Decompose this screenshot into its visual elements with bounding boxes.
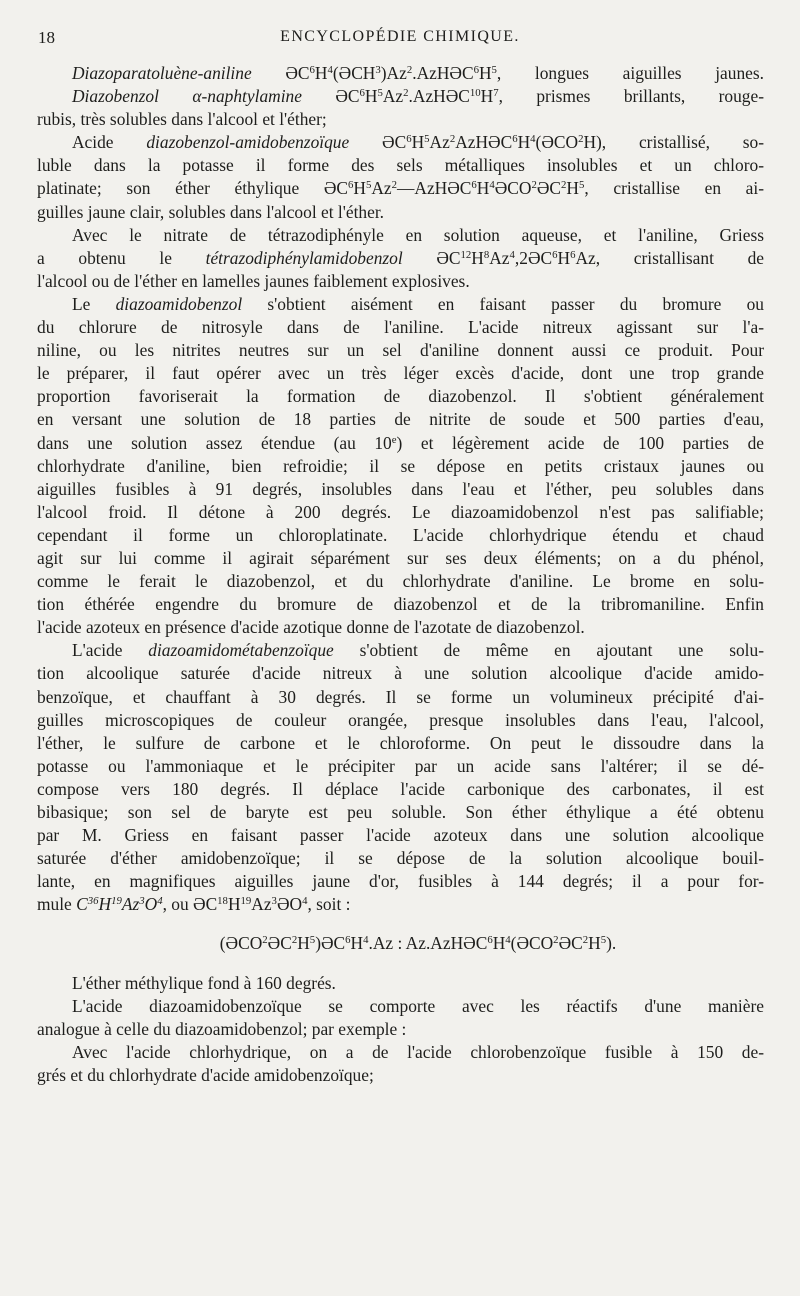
text-line: tion alcoolique saturée d'acide nitreux à une solution alcoolique d'acide amido-: [37, 663, 764, 684]
text-line: le préparer, il faut opérer avec un très léger excès d'acide, dont une trop grande: [37, 363, 764, 384]
text-line: Avec l'acide chlorhydrique, on a de l'acide chlorobenzoïque fusible à 150 de-: [72, 1041, 764, 1062]
text-line: agit sur lui comme il agirait séparément sur ses deux éléments; on a du phénol,: [37, 547, 764, 568]
text-line: grés et du chlorhydrate d'acide amidobenzoïque;: [37, 1064, 374, 1085]
text-line: guilles microscopiques de couleur orangée, presque insolubles dans l'eau, l'alcool,: [37, 709, 764, 730]
text-line: compose vers 180 degrés. Il déplace l'acide carbonique des carbonates, il est: [37, 778, 764, 799]
text-line: par M. Griess en faisant passer l'acide azoteux dans une solution alcoolique: [37, 825, 764, 846]
text-line: platinate; son éther éthylique $ƏC^6H^5Az^2—AzHƏC^6H^4ƏCO^2ƏC^2H^5$, cristallise en ai-: [37, 178, 764, 199]
text-line: lante, en magnifiques aiguilles jaune d'or, fusibles à 144 degrés; il a pour for-: [37, 871, 764, 892]
text-line: l'alcool ou de l'éther en lamelles jaunes faiblement explosives.: [37, 270, 470, 291]
body-text: [37, 62, 765, 1087]
text-line: cependant il forme un chloroplatinate. L'acide chlorhydrique étendu et chaud: [37, 524, 764, 545]
text-line: L'acide diazoamidobenzoïque se comporte avec les réactifs d'une manière: [72, 995, 764, 1016]
text-line: rubis, très solubles dans l'alcool et l'éther;: [37, 109, 327, 130]
text-line: Le diazoamidobenzol s'obtient aisément en faisant passer du bromure ou: [72, 293, 764, 314]
text-line: a obtenu le tétrazodiphénylamidobenzol $ƏC^{12}H^8Az^4,2ƏC^6H^6Az$, cristallisant de: [37, 247, 764, 268]
text-line: saturée d'éther amidobenzoïque; il se dépose de la solution alcoolique bouil-: [37, 848, 764, 869]
text-line: comme le ferait le diazobenzol, et du chlorhydrate d'aniline. Le brome en solu-: [37, 571, 764, 592]
text-line: du chlorure de nitrosyle dans de l'aniline. L'acide nitreux agissant sur l'a-: [37, 317, 764, 338]
text-line: potasse ou l'ammoniaque et le précipiter par un acide sans l'altérer; il se dé-: [37, 755, 764, 776]
text-line: Diazobenzol α-naphtylamine $ƏC^6H^5Az^2.AzHƏC^{10}H^7$, prismes brillants, rouge-: [72, 86, 764, 107]
text-line: benzoïque, et chauffant à 30 degrés. Il se forme un volumineux précipité d'ai-: [37, 686, 764, 707]
text-line: proportion favoriserait la formation de diazobenzol. Il s'obtient généralement: [37, 386, 764, 407]
text-line: dans une solution assez étendue (au 10e) et légèrement acide de 100 parties de: [37, 432, 764, 453]
text-line: chlorhydrate d'aniline, bien refroidie; il se dépose en petits cristaux jaunes ou: [37, 455, 764, 476]
text-line: Acide diazobenzol-amidobenzoïque $ƏC^6H^5Az^2AzHƏC^6H^4(ƏCO^2H)$, cristallisé, so-: [72, 132, 765, 153]
text-line: guilles jaune clair, solubles dans l'alcool et l'éther.: [37, 201, 385, 222]
formula-line: $(ƏCO^2ƏC^2H^5)ƏC^6H^4.Az$ : $Az.AzHƏC^6H^4(ƏCO^2ƏC^2H^5)$.: [219, 933, 617, 954]
text-line: Diazoparatoluène-aniline $ƏC^6H^4(ƏCH^3)Az^2.AzHƏC^6H^5$, longues aiguilles jaunes.: [72, 63, 764, 83]
text-line: analogue à celle du diazoamidobenzol; par exemple :: [37, 1018, 407, 1039]
text-line: en versant une solution de 18 parties de nitrite de soude et 500 parties d'eau,: [37, 409, 764, 430]
text-line: L'acide diazoamidométabenzoïque s'obtient de même en ajoutant une solu-: [72, 640, 764, 661]
running-title: ENCYCLOPÉDIE CHIMIQUE.: [280, 28, 520, 45]
text-line: niline, ou les nitrites neutres sur un sel d'aniline donnent aussi ce produit. Pour: [37, 340, 764, 361]
page-number: 18: [38, 28, 55, 47]
text-line: L'éther méthylique fond à 160 degrés.: [72, 972, 336, 993]
text-line: luble dans la potasse il forme des sels métalliques insolubles et un chloro-: [37, 155, 764, 176]
text-line: aiguilles fusibles à 91 degrés, insolubles dans l'eau et l'éther, peu solubles dans: [37, 478, 764, 499]
text-line: l'éther, le sulfure de carbone et le chloroforme. On peut le dissoudre dans la: [37, 732, 764, 753]
text-line: bibasique; son sel de baryte est peu soluble. Son éther éthylique a été obtenu: [37, 802, 764, 822]
text-line: tion éthérée engendre du bromure de diazobenzol et de la tribromaniline. Enfin: [37, 594, 764, 615]
text-line: l'acide azoteux en présence d'acide azotique donne de l'azotate de diazobenzol.: [37, 617, 585, 638]
text-line: Avec le nitrate de tétrazodiphényle en solution aqueuse, et l'aniline, Griess: [72, 224, 764, 245]
text-line: mule $C^{36}H^{19}Az^3O^4$, ou $ƏC^{18}H^{19}Az^3ƏO^4$, soit :: [37, 894, 351, 915]
page-header: [38, 28, 762, 58]
text-line: l'alcool froid. Il détone à 200 degrés. Le diazoamidobenzol n'est pas salifiable;: [37, 501, 764, 522]
